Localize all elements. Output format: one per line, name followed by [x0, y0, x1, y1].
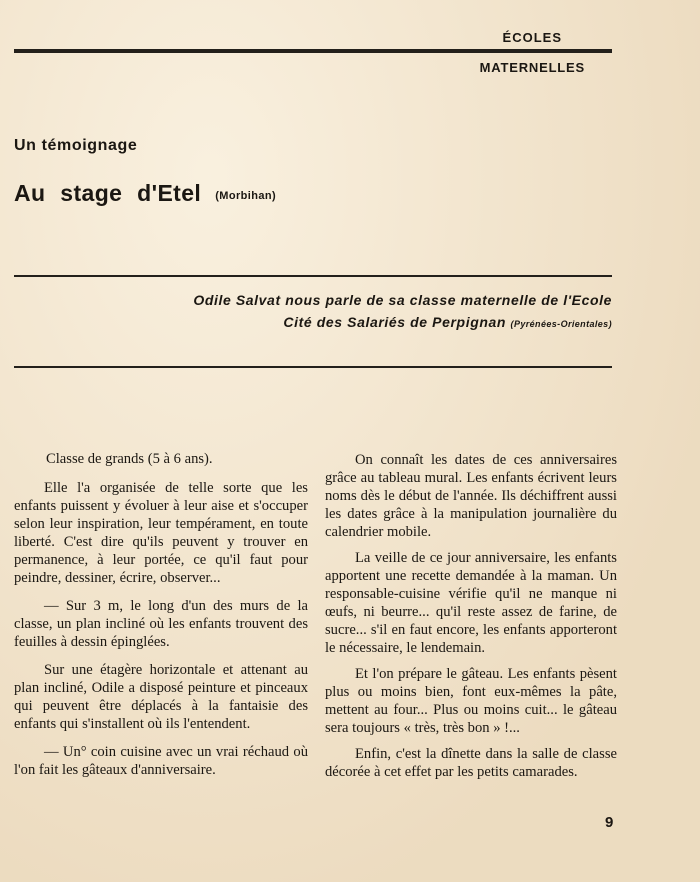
body-paragraph: — Un° coin cuisine avec un vrai réchaud où l'on fait les gâteaux d'anniversaire. — [14, 744, 308, 778]
body-column-right — [325, 451, 617, 789]
article-title-place: (Morbihan) — [215, 190, 277, 202]
article-dek — [172, 289, 612, 335]
section-label-maternelles: MATERNELLES — [479, 60, 585, 75]
article-kicker: Un témoignage — [14, 137, 138, 154]
article-title-text: Au stage d'Etel — [14, 180, 202, 206]
body-paragraph: La veille de ce jour anniversaire, les enfants apportent une recette demandée à la maman. Un responsable-cuisine vérifie qu'il ne manque ni œufs, ni beurre... qu'il reste assez de farine, de sucre... s'il en faut encore, les enfants apporteront le nécessaire, le lendemain. — [325, 550, 617, 656]
dek-top-rule — [14, 275, 612, 277]
header-rule — [14, 49, 612, 53]
body-column-left — [14, 450, 308, 789]
dek-text: Odile Salvat nous parle de sa classe maternelle de l'Ecole Cité des Salariés de Perpignan — [193, 292, 612, 330]
page-number: 9 — [605, 814, 614, 831]
dek-bottom-rule — [14, 366, 612, 368]
dek-region: (Pyrénées-Orientales) — [510, 319, 612, 329]
body-paragraph: — Sur 3 m, le long d'un des murs de la classe, un plan incliné où les enfants trouvent des feuilles à dessin épinglées. — [14, 598, 308, 650]
article-title — [14, 180, 276, 207]
body-paragraph: Sur une étagère horizontale et attenant au plan incliné, Odile a disposé peinture et pinceaux qui peuvent être déplacés à la fantaisie des enfants qui s'installent où ils l'entendent. — [14, 662, 308, 732]
body-paragraph: Classe de grands (5 à 6 ans). — [46, 451, 213, 467]
body-paragraph: Et l'on prépare le gâteau. Les enfants pèsent plus ou moins bien, font eux-mêmes la pâte, mettent au four... Plus ou moins cuit... le gâteau sera toujours « très, très bon » !... — [325, 666, 617, 736]
body-paragraph: Elle l'a organisée de telle sorte que les enfants puissent y évoluer à leur aise et s'occuper selon leur inspiration, leur tempérament, en toute liberté. C'est dire qu'ils peuvent y trouver en permanence, à leur portée, ce qu'il faut pour peindre, dessiner, écrire, observer... — [14, 480, 308, 586]
body-paragraph: On connaît les dates de ces anniversaires grâce au tableau mural. Les enfants écrivent leurs noms dès le début de l'année. Ils déchiffrent aussi les dates grâce à la manipulation journalière du calendrier mobile. — [325, 452, 617, 540]
body-paragraph: Enfin, c'est la dînette dans la salle de classe décorée à cet effet par les petits camarades. — [325, 746, 617, 780]
section-label-ecoles: ÉCOLES — [502, 30, 562, 45]
